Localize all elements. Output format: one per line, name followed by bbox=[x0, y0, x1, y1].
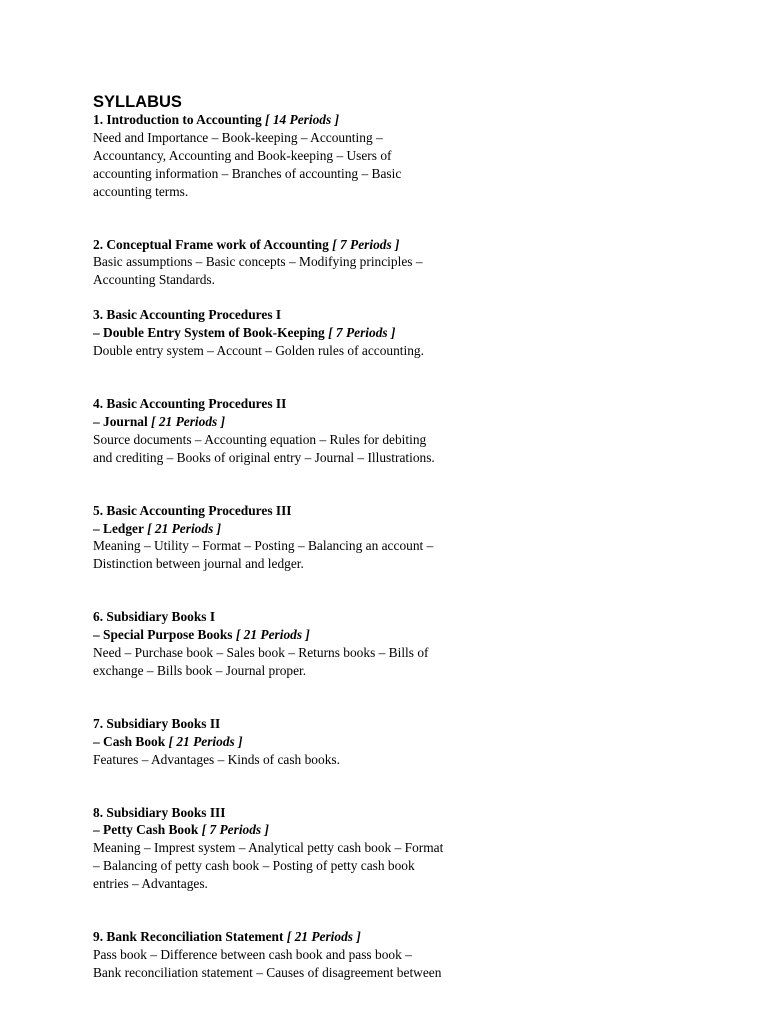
section-subtitle: – Special Purpose Books bbox=[93, 627, 233, 643]
section-title: 1. Introduction to Accounting bbox=[93, 112, 262, 127]
section-2 bbox=[93, 236, 563, 290]
section-subheading bbox=[93, 520, 563, 538]
section-periods: [ 21 Periods ] bbox=[286, 929, 361, 945]
section-9 bbox=[93, 928, 563, 982]
section-title: 9. Bank Reconciliation Statement bbox=[93, 929, 284, 945]
section-body-line: Meaning – Imprest system – Analytical petty cash book – Format bbox=[93, 840, 444, 856]
section-body-line: Basic assumptions – Basic concepts – Modifying principles – bbox=[93, 254, 423, 270]
section-3 bbox=[93, 306, 563, 360]
section-subheading bbox=[93, 413, 563, 431]
section-body-line: Source documents – Accounting equation – Rules for debiting bbox=[93, 431, 427, 447]
section-subtitle: – Ledger bbox=[93, 520, 144, 536]
section-periods: [ 21 Periods ] bbox=[151, 413, 226, 429]
section-subtitle: – Journal bbox=[93, 413, 148, 429]
section-periods: [ 7 Periods ] bbox=[328, 325, 396, 341]
section-body-line: Distinction between journal and ledger. bbox=[93, 556, 304, 572]
section-8 bbox=[93, 804, 563, 894]
section-5 bbox=[93, 502, 563, 574]
section-subheading bbox=[93, 821, 563, 839]
section-body-line: Double entry system – Account – Golden rules of accounting. bbox=[93, 343, 424, 359]
section-subtitle: – Cash Book bbox=[93, 733, 166, 749]
section-heading bbox=[93, 928, 563, 946]
section-periods: [ 21 Periods ] bbox=[235, 627, 310, 643]
section-body-line: Features – Advantages – Kinds of cash books. bbox=[93, 751, 340, 767]
section-subtitle: – Double Entry System of Book-Keeping bbox=[93, 325, 325, 341]
section-body-line: Accounting Standards. bbox=[93, 272, 215, 288]
section-body-line: Meaning – Utility – Format – Posting – Balancing an account – bbox=[93, 538, 434, 554]
section-heading: 4. Basic Accounting Procedures II bbox=[93, 395, 287, 411]
section-heading bbox=[93, 111, 563, 129]
section-7 bbox=[93, 715, 563, 769]
section-periods: [ 21 Periods ] bbox=[147, 520, 222, 536]
section-periods: [ 21 Periods ] bbox=[168, 733, 243, 749]
section-heading: 6. Subsidiary Books I bbox=[93, 609, 216, 625]
section-body-line: Bank reconciliation statement – Causes of disagreement between bbox=[93, 964, 442, 980]
section-4 bbox=[93, 395, 563, 467]
section-heading: 7. Subsidiary Books II bbox=[93, 715, 221, 731]
section-periods: [ 7 Periods ] bbox=[332, 236, 400, 252]
section-subtitle: – Petty Cash Book bbox=[93, 822, 199, 838]
section-body-line: Need – Purchase book – Sales book – Returns books – Bills of bbox=[93, 645, 429, 661]
section-subheading bbox=[93, 733, 563, 751]
section-heading: 3. Basic Accounting Procedures I bbox=[93, 307, 282, 323]
syllabus-page bbox=[93, 92, 563, 982]
section-heading: 5. Basic Accounting Procedures III bbox=[93, 502, 292, 518]
section-heading: 8. Subsidiary Books III bbox=[93, 804, 226, 820]
section-body-line: accounting terms. bbox=[93, 183, 189, 199]
section-subheading bbox=[93, 324, 563, 342]
section-subheading bbox=[93, 626, 563, 644]
section-body-line: accounting information – Branches of accounting – Basic bbox=[93, 165, 402, 181]
section-title: 2. Conceptual Frame work of Accounting bbox=[93, 236, 329, 252]
section-body-line: Need and Importance – Book-keeping – Accounting – bbox=[93, 129, 383, 145]
page-title: SYLLABUS bbox=[93, 93, 182, 111]
section-body-line: – Balancing of petty cash book – Posting of petty cash book bbox=[93, 858, 415, 874]
section-6 bbox=[93, 608, 563, 680]
section-periods: [ 14 Periods ] bbox=[265, 112, 340, 127]
section-periods: [ 7 Periods ] bbox=[201, 822, 269, 838]
section-body-line: exchange – Bills book – Journal proper. bbox=[93, 662, 307, 678]
section-1 bbox=[93, 111, 563, 201]
section-body-line: Pass book – Difference between cash book and pass book – bbox=[93, 947, 412, 962]
section-heading bbox=[93, 236, 563, 254]
section-body-line: and crediting – Books of original entry – Journal – Illustrations. bbox=[93, 449, 435, 465]
section-body-line: entries – Advantages. bbox=[93, 876, 208, 892]
section-body-line: Accountancy, Accounting and Book-keeping – Users of bbox=[93, 147, 392, 163]
